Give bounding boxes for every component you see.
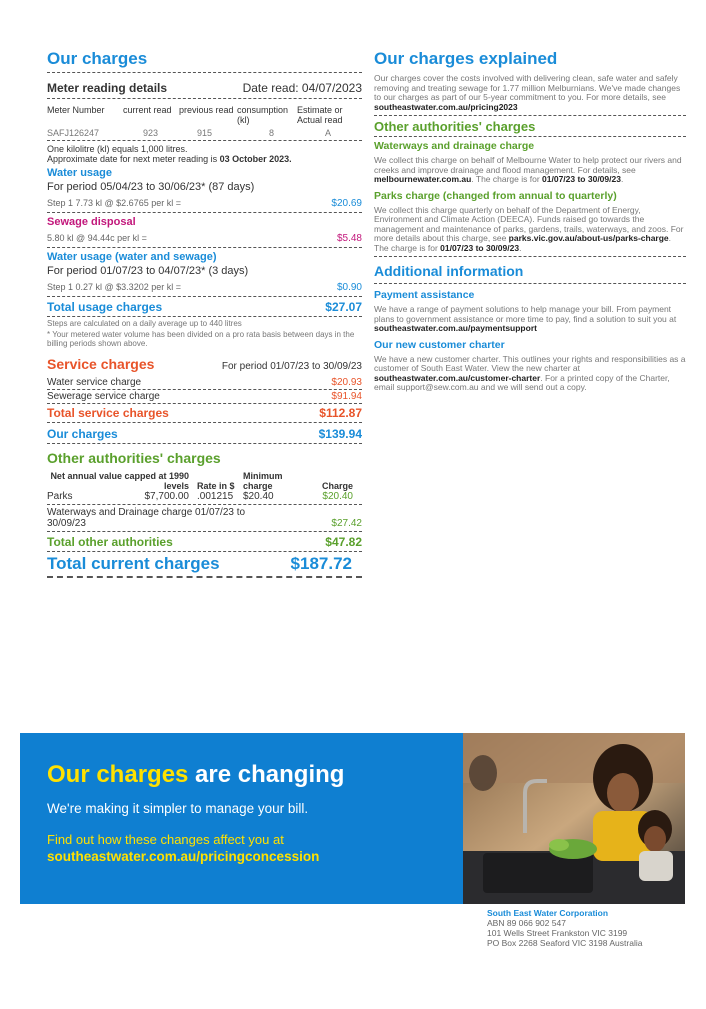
family-kitchen-photo — [463, 733, 685, 904]
current-read: 923 — [143, 128, 159, 138]
col-charge: Charge — [321, 481, 353, 491]
other-authorities-heading: Other authorities' charges — [374, 119, 686, 137]
col-current-read: current read — [123, 105, 172, 115]
sewer-service-label: Sewerage service charge — [47, 391, 160, 402]
payment-support-link[interactable]: southeastwater.com.au/paymentsupport — [374, 323, 537, 333]
col-min: Minimum charge — [243, 471, 283, 491]
corporation-footer — [487, 908, 642, 948]
water-sewage-amount: $0.90 — [336, 282, 362, 293]
additional-info-heading: Additional information — [374, 263, 524, 279]
meter-values — [47, 125, 362, 141]
col-nav: Net annual value capped at 1990 levels — [50, 471, 189, 491]
charges-column — [47, 48, 362, 578]
payment-assistance-heading: Payment assistance — [374, 289, 475, 301]
abn: ABN 89 066 902 547 — [487, 918, 566, 928]
total-service-label: Total service charges — [47, 406, 169, 420]
parks-min: $20.40 — [243, 491, 274, 502]
total-usage-amount: $27.07 — [325, 300, 362, 314]
sewage-step: 5.80 kl @ 94.44c per kl = — [47, 233, 147, 243]
pro-rata-note: * Your metered water volume has been divided on a pro rata basis between days in the billing periods shown above. — [47, 330, 355, 348]
water-service-row — [47, 376, 362, 390]
charges-explained-column — [374, 48, 686, 393]
next-reading-note: Approximate date for next meter reading is 03 October 2023. — [47, 154, 292, 164]
street-address: 101 Wells Street Frankston VIC 3199 — [487, 928, 628, 938]
service-header — [47, 353, 362, 375]
date-read: Date read: 04/07/2023 — [242, 81, 362, 95]
sewage-step-row — [47, 233, 362, 248]
grand-total-amount: $187.72 — [290, 554, 352, 573]
water-usage-step: Step 1 7.73 kl @ $2.6765 per kl = — [47, 198, 181, 208]
customer-charter-link[interactable]: southeastwater.com.au/customer-charter — [374, 372, 541, 383]
total-other-row — [47, 532, 362, 552]
col-estimate-actual: Estimate or Actual read — [297, 105, 343, 125]
our-charges-row — [47, 423, 362, 444]
banner-title: Our charges are changing — [47, 761, 345, 788]
parks-row — [47, 491, 362, 505]
charges-intro: Our charges cover the costs involved with delivering clean, safe water and safely removing and treating sewage for 1.77 million Melburnians. We've made changes to our charges as part of our 5-year commitment to you. For more details, see southeastwater.com.au/pricing2023 — [374, 74, 686, 116]
service-period: For period 01/07/23 to 30/09/23 — [221, 361, 362, 372]
meter-table — [47, 105, 362, 125]
pricing-link[interactable]: southeastwater.com.au/pricing2023 — [374, 101, 518, 112]
read-type: A — [325, 128, 332, 138]
other-table-header — [47, 471, 362, 491]
payment-assistance-text: We have a range of payment solutions to help manage your bill. From payment plans to government assistance or more time to pay, find a solution to suit you at southeastwater.com.au/paymentsupport — [374, 304, 677, 333]
water-usage-step-row — [47, 198, 362, 213]
our-charges-amount: $139.94 — [318, 427, 362, 441]
previous-read: 915 — [197, 128, 213, 138]
total-other-label: Total other authorities — [47, 535, 173, 549]
banner-subtitle: We're making it simpler to manage your bill. — [47, 801, 309, 816]
total-other-amount: $47.82 — [325, 535, 362, 549]
parks-text: We collect this charge quarterly on behalf of the Department of Energy, Environment and Climate Action (DEECA). Funds raised go towards the management and maintenance of parks, gardens, trails, waterways, and zoos. For more details about this charge, see parks.vic.gov.au/about-us/parks-charge. The charge is for 01/07/23 to 30/09/23. — [374, 206, 686, 258]
total-usage-row — [47, 300, 362, 317]
water-sewage-title: Water usage (water and sewage) — [47, 251, 217, 263]
col-previous-read: previous read — [179, 105, 234, 115]
water-usage-period: For period 05/04/23 to 30/06/23* (87 days) — [47, 181, 255, 193]
waterways-text: We collect this charge on behalf of Melbourne Water to help protect our rivers and creeks and improve drainage and flood management. For details, see melbournewater.com.au. The charge is for 01/07/23 to 30/09/23. — [374, 155, 682, 184]
water-service-label: Water service charge — [47, 377, 142, 388]
parks-nav: $7,700.00 — [144, 491, 189, 502]
other-authorities-title: Other authorities' charges — [47, 450, 221, 466]
po-box-address: PO Box 2268 Seaford VIC 3198 Australia — [487, 938, 643, 948]
sewer-service-amount: $91.94 — [331, 391, 362, 402]
parks-link[interactable]: parks.vic.gov.au/about-us/parks-charge — [508, 233, 669, 243]
meter-number: SAFJ126247 — [47, 128, 100, 138]
col-meter-number: Meter Number — [47, 105, 105, 115]
water-sewage-step-row — [47, 282, 362, 297]
meter-reading-header — [47, 81, 362, 99]
total-service-row — [47, 404, 362, 423]
col-rate: Rate in $ — [197, 481, 235, 491]
corporation-name: South East Water Corporation — [487, 908, 609, 918]
service-charges-title: Service charges — [47, 356, 155, 372]
steps-note: Steps are calculated on a daily average up to 440 litres — [47, 319, 242, 328]
waterways-heading: Waterways and drainage charge — [374, 140, 535, 152]
sewage-amount: $5.48 — [336, 233, 362, 244]
parks-heading: Parks charge (changed from annual to quarterly) — [374, 189, 617, 202]
waterways-charge: $27.42 — [331, 518, 362, 529]
melbournewater-link[interactable]: melbournewater.com.au — [374, 174, 472, 184]
parks-label: Parks — [47, 491, 73, 502]
sewage-title: Sewage disposal — [47, 216, 136, 228]
pricing-banner — [20, 733, 685, 904]
customer-charter-text: We have a new customer charter. This outlines your rights and responsibilities as a customer of South East Water. View the new charter at southeastwater.com.au/customer-charter. For a printed copy of the Charter, email support@sew.com.au and we will send out a copy. — [374, 353, 686, 392]
banner-find-text: Find out how these changes affect you at — [47, 832, 284, 847]
water-service-amount: $20.93 — [331, 377, 362, 388]
consumption: 8 — [269, 128, 275, 138]
banner-url-link[interactable]: southeastwater.com.au/pricingconcession — [47, 849, 320, 864]
kilolitre-note: One kilolitre (kl) equals 1,000 litres. — [47, 144, 188, 154]
total-usage-label: Total usage charges — [47, 300, 163, 314]
grand-total-row — [47, 552, 362, 578]
parks-charge: $20.40 — [322, 491, 353, 502]
water-usage-amount: $20.69 — [331, 198, 362, 209]
water-sewage-period: For period 01/07/23 to 04/07/23* (3 days) — [47, 265, 249, 277]
water-sewage-step: Step 1 0.27 kl @ $3.3202 per kl = — [47, 282, 181, 292]
total-service-amount: $112.87 — [319, 406, 362, 420]
charges-explained-title: Our charges explained — [374, 49, 558, 68]
customer-charter-heading: Our new customer charter — [374, 338, 505, 351]
grand-total-label: Total current charges — [47, 554, 220, 573]
our-charges-title: Our charges — [47, 48, 362, 73]
col-consumption: consumption (kl) — [237, 105, 289, 125]
sewer-service-row — [47, 390, 362, 404]
our-charges-label: Our charges — [47, 427, 118, 441]
parks-rate: .001215 — [197, 491, 234, 502]
meter-reading-heading: Meter reading details — [47, 81, 168, 95]
waterways-label: Waterways and Drainage charge 01/07/23 to 30/09/23 — [47, 507, 246, 529]
water-usage-title: Water usage — [47, 167, 113, 179]
waterways-row — [47, 505, 362, 532]
